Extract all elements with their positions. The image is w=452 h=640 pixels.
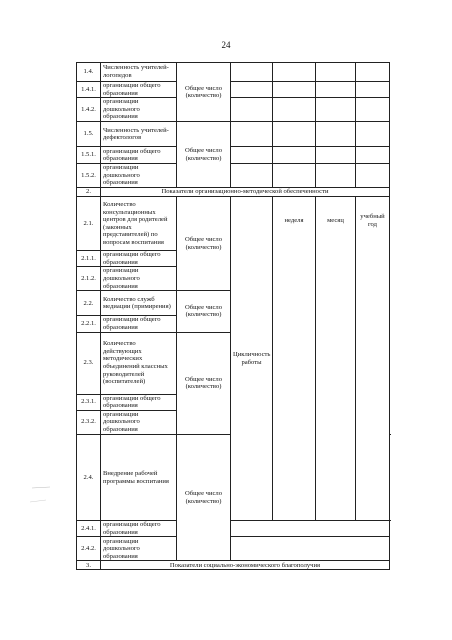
indicator-name: организации общего образования	[101, 394, 177, 410]
empty-cell	[273, 98, 316, 122]
empty-cell	[273, 164, 316, 188]
indicator-name: организации дошкольного образования	[101, 537, 177, 561]
row-number: 1.5.	[77, 122, 101, 147]
indicator-name: Численность учителей-дефектологов	[101, 122, 177, 147]
empty-cell	[273, 82, 316, 98]
empty-cell	[231, 147, 273, 164]
indicator-name: Численность учителей-логопедов	[101, 63, 177, 82]
section-title: Показатели социально-экономического благополучия	[101, 561, 390, 570]
unit-cell: Общее число (количество)	[177, 197, 231, 291]
indicator-name: организации общего образования	[101, 251, 177, 267]
empty-cell	[231, 82, 273, 98]
page-number: 24	[221, 40, 231, 50]
row-number: 2.2.	[77, 291, 101, 316]
empty-cell	[231, 98, 273, 122]
unit-cell: Общее число (количество)	[177, 63, 231, 122]
empty-cell	[316, 98, 356, 122]
indicator-name: Количество действующих методических объединений классных руководителей (воспитателей)	[101, 332, 177, 394]
row-number: 2.1.2.	[77, 267, 101, 291]
section-title: Показатели организационно-методической обеспеченности	[101, 188, 390, 197]
empty-cell	[273, 122, 316, 147]
row-number: 1.5.2.	[77, 164, 101, 188]
table-row	[77, 82, 390, 98]
empty-cell	[316, 122, 356, 147]
table-row	[77, 164, 390, 188]
scan-artifact	[30, 480, 70, 520]
table-row	[77, 98, 390, 122]
unit-cell: Общее число (количество)	[177, 434, 231, 561]
section-row	[77, 188, 390, 197]
empty-cell	[356, 82, 390, 98]
empty-cell	[316, 164, 356, 188]
table-row	[77, 147, 390, 164]
indicator-name: организации общего образования	[101, 82, 177, 98]
row-number: 2.2.1.	[77, 316, 101, 332]
table-row	[77, 537, 390, 561]
table-row	[77, 122, 390, 147]
indicator-name: организации дошкольного образования	[101, 164, 177, 188]
periodicity-label: Цикличность работы	[231, 197, 273, 521]
indicator-name: организации общего образования	[101, 316, 177, 332]
unit-cell: Общее число (количество)	[177, 291, 231, 332]
section-number: 3.	[77, 561, 101, 570]
indicator-name: организации дошкольного образования	[101, 410, 177, 434]
row-number: 1.5.1.	[77, 147, 101, 164]
empty-cell	[231, 164, 273, 188]
empty-cell	[356, 98, 390, 122]
empty-cell	[316, 82, 356, 98]
empty-cell	[316, 63, 356, 82]
row-number: 2.4.1.	[77, 521, 101, 537]
row-number: 2.4.	[77, 434, 101, 521]
empty-cell	[316, 147, 356, 164]
table-row	[77, 521, 390, 537]
empty-cell	[356, 147, 390, 164]
row-number: 1.4.2.	[77, 98, 101, 122]
row-number: 1.4.1.	[77, 82, 101, 98]
section-number: 2.	[77, 188, 101, 197]
row-number: 2.1.	[77, 197, 101, 251]
unit-cell: Общее число (количество)	[177, 122, 231, 188]
empty-cell	[231, 537, 390, 561]
section-row	[77, 561, 390, 570]
empty-cell	[356, 63, 390, 82]
indicator-name: организации дошкольного образования	[101, 267, 177, 291]
empty-cell	[273, 147, 316, 164]
empty-cell	[231, 521, 390, 537]
row-number: 2.3.2.	[77, 410, 101, 434]
empty-cell	[231, 63, 273, 82]
indicator-name: Количество служб медиации (примирения)	[101, 291, 177, 316]
period-year: учебный год	[356, 197, 390, 521]
period-month: месяц	[316, 197, 356, 521]
indicator-name: Количество консультационных центров для родителей (законных представителей) по вопросам воспитания	[101, 197, 177, 251]
table-row	[77, 63, 390, 82]
row-number: 2.4.2.	[77, 537, 101, 561]
indicator-name: Внедрение рабочей программы воспитания	[101, 434, 177, 521]
empty-cell	[273, 63, 316, 82]
row-number: 2.3.	[77, 332, 101, 394]
table-row	[77, 197, 390, 251]
indicator-name: организации общего образования	[101, 147, 177, 164]
row-number: 2.3.1.	[77, 394, 101, 410]
indicator-name: организации общего образования	[101, 521, 177, 537]
unit-cell: Общее число (количество)	[177, 332, 231, 434]
empty-cell	[356, 122, 390, 147]
period-week: неделя	[273, 197, 316, 521]
empty-cell	[231, 122, 273, 147]
row-number: 1.4.	[77, 63, 101, 82]
empty-cell	[356, 164, 390, 188]
indicator-name: организации дошкольного образования	[101, 98, 177, 122]
row-number: 2.1.1.	[77, 251, 101, 267]
indicators-table	[76, 62, 390, 570]
